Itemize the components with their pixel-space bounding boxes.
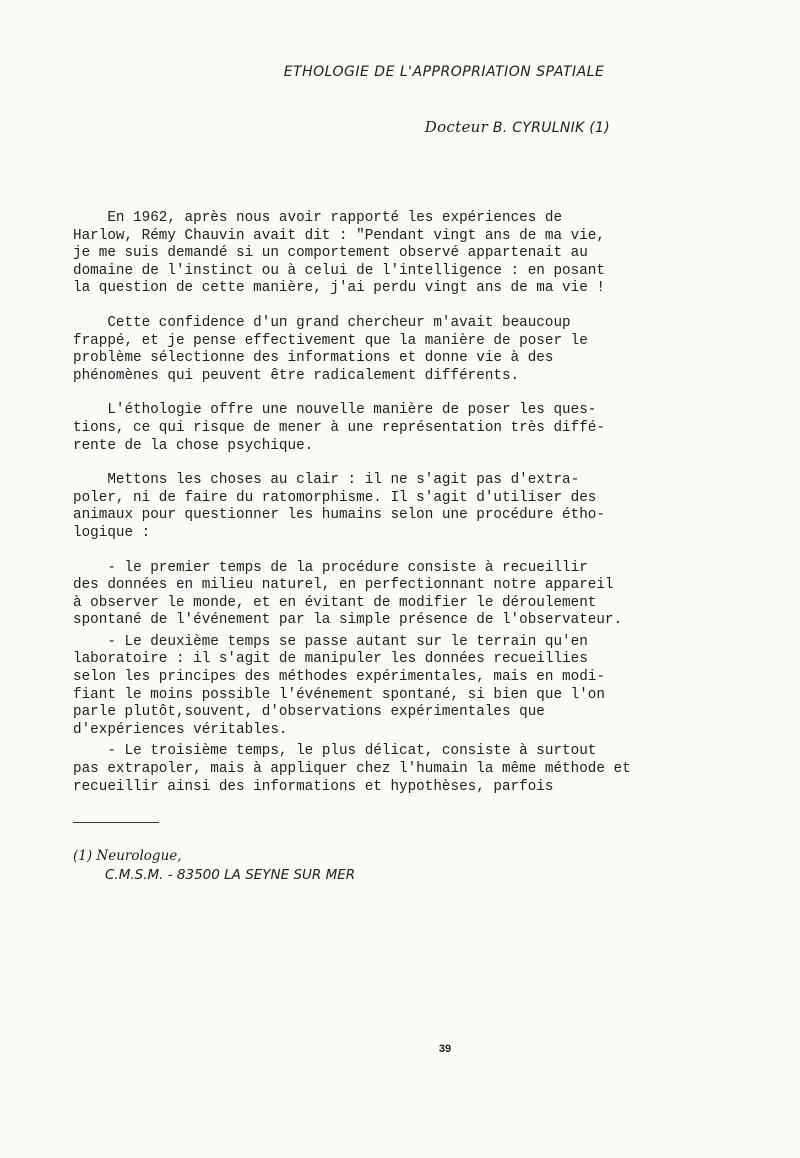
page-number: 39 — [438, 1043, 452, 1055]
author-name: B. CYRULNIK (1) — [492, 120, 610, 136]
footnote-divider — [73, 822, 159, 823]
paragraph-ethology: L'éthologie offre une nouvelle manière de poser les ques- tions, ce qui risque de mener à une représentation très diffé- rente de la chose psychique. — [73, 402, 605, 454]
footnote-address: C.M.S.M. - 83500 LA SEYNE SUR MER — [105, 867, 356, 883]
footnote — [73, 847, 355, 885]
paragraph-confidence: Cette confidence d'un grand chercheur m'avait beaucoup frappé, et je pense effectivement que la manière de poser le problème sélectionne des informations et donne vie à des phénomènes qui peuvent être radicalement différents. — [73, 314, 588, 384]
paragraph-step-one: - le premier temps de la procédure consiste à recueillir des données en milieu naturel, en perfectionnant notre appareil à observer le monde, et en évitant de modifier le déroulement spontané de l'événement par la simple présence de l'observateur. — [73, 559, 623, 629]
author-prefix: Docteur — [424, 118, 489, 136]
paragraph-step-three: - Le troisième temps, le plus délicat, consiste à surtout pas extrapoler, mais à appliquer chez l'humain la même méthode et recueillir ainsi des informations et hypothèses, parfois — [73, 743, 631, 795]
footnote-label: (1) Neurologue, — [73, 848, 182, 864]
body-text — [73, 210, 633, 813]
paragraph-step-two: - Le deuxième temps se passe autant sur le terrain qu'en laboratoire : il s'agit de manipuler les données recueillies selon les principes des méthodes expérimentales, mais en modi- fiant le moins possible l'événement spontané, si bien que l'on parle plutôt,souvent, d'observations expérimentales que d'expériences véritables. — [73, 633, 605, 738]
author-line — [425, 118, 610, 136]
paragraph-clarify: Mettons les choses au clair : il ne s'agit pas d'extra- poler, ni de faire du ratomorphisme. Il s'agit d'utiliser des animaux pour questionner les humains selon une procédure étho- logique : — [73, 472, 605, 541]
paragraph-intro: En 1962, après nous avoir rapporté les expériences de Harlow, Rémy Chauvin avait dit : "Pendant vingt ans de ma vie, je me suis demandé si un comportement observé appartenait au domaine de l'instinct ou à celui de l'intelligence : en posant la question de cette manière, j'ai perdu vingt ans de ma vie ! — [73, 210, 605, 297]
article-title: ETHOLOGIE DE L'APPROPRIATION SPATIALE — [283, 64, 605, 80]
